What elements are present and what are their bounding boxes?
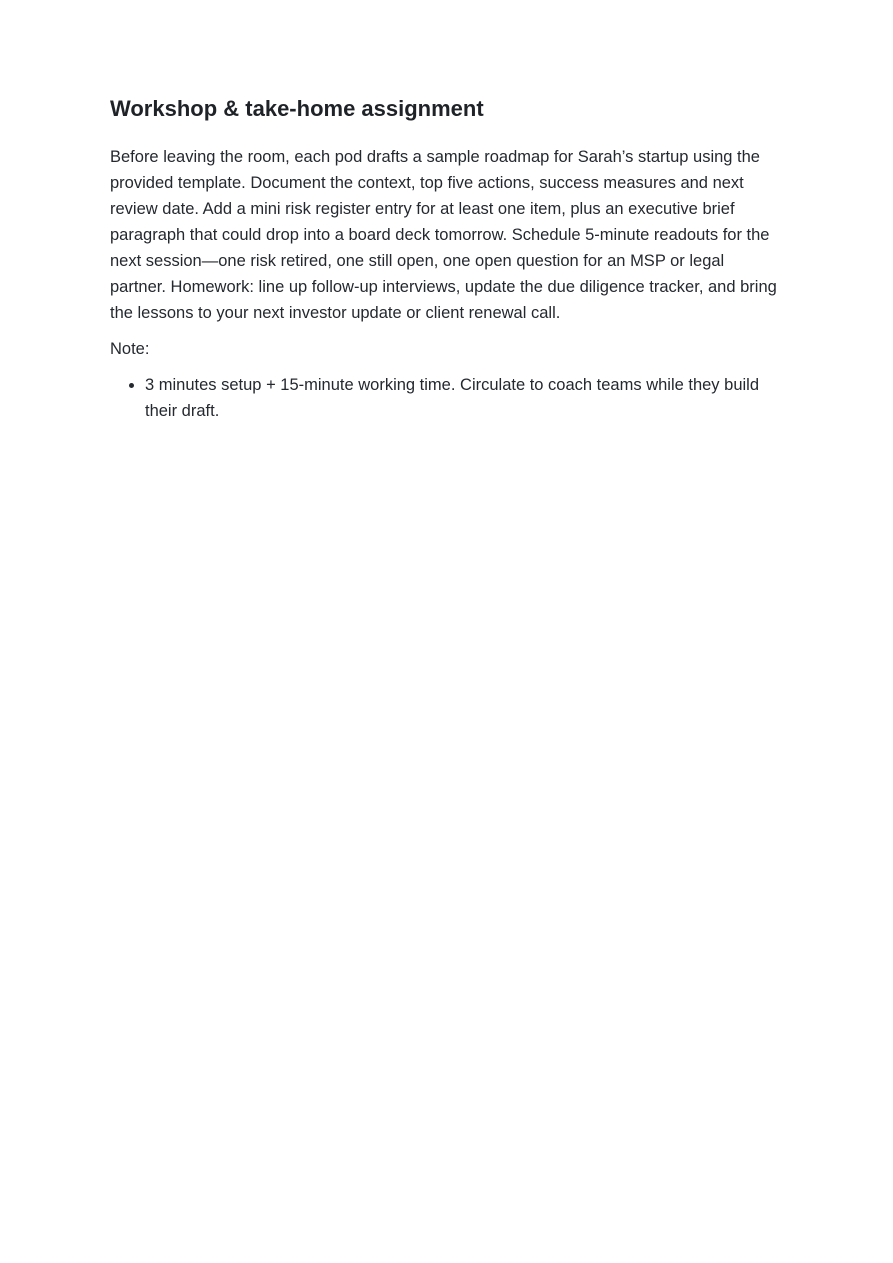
note-list <box>110 372 782 424</box>
section-title: Workshop & take-home assignment <box>110 96 484 121</box>
list-item: • 3 minutes setup + 15-minute working time. Circulate to coach teams while they build their draft. <box>145 372 782 424</box>
body-paragraph: Before leaving the room, each pod drafts a sample roadmap for Sarah’s startup using the provided template. Document the context, top five actions, success measures and next review date. Add a mini risk register entry for at least one item, plus an executive brief paragraph that could drop into a board deck tomorrow. Schedule 5-minute readouts for the next session—one risk retired, one still open, one open question for an MSP or legal partner. Homework: line up follow-up interviews, update the due diligence tracker, and bring the lessons to your next investor update or client renewal call. <box>110 148 777 322</box>
document-page <box>110 90 782 424</box>
note-label: Note: <box>110 340 150 358</box>
